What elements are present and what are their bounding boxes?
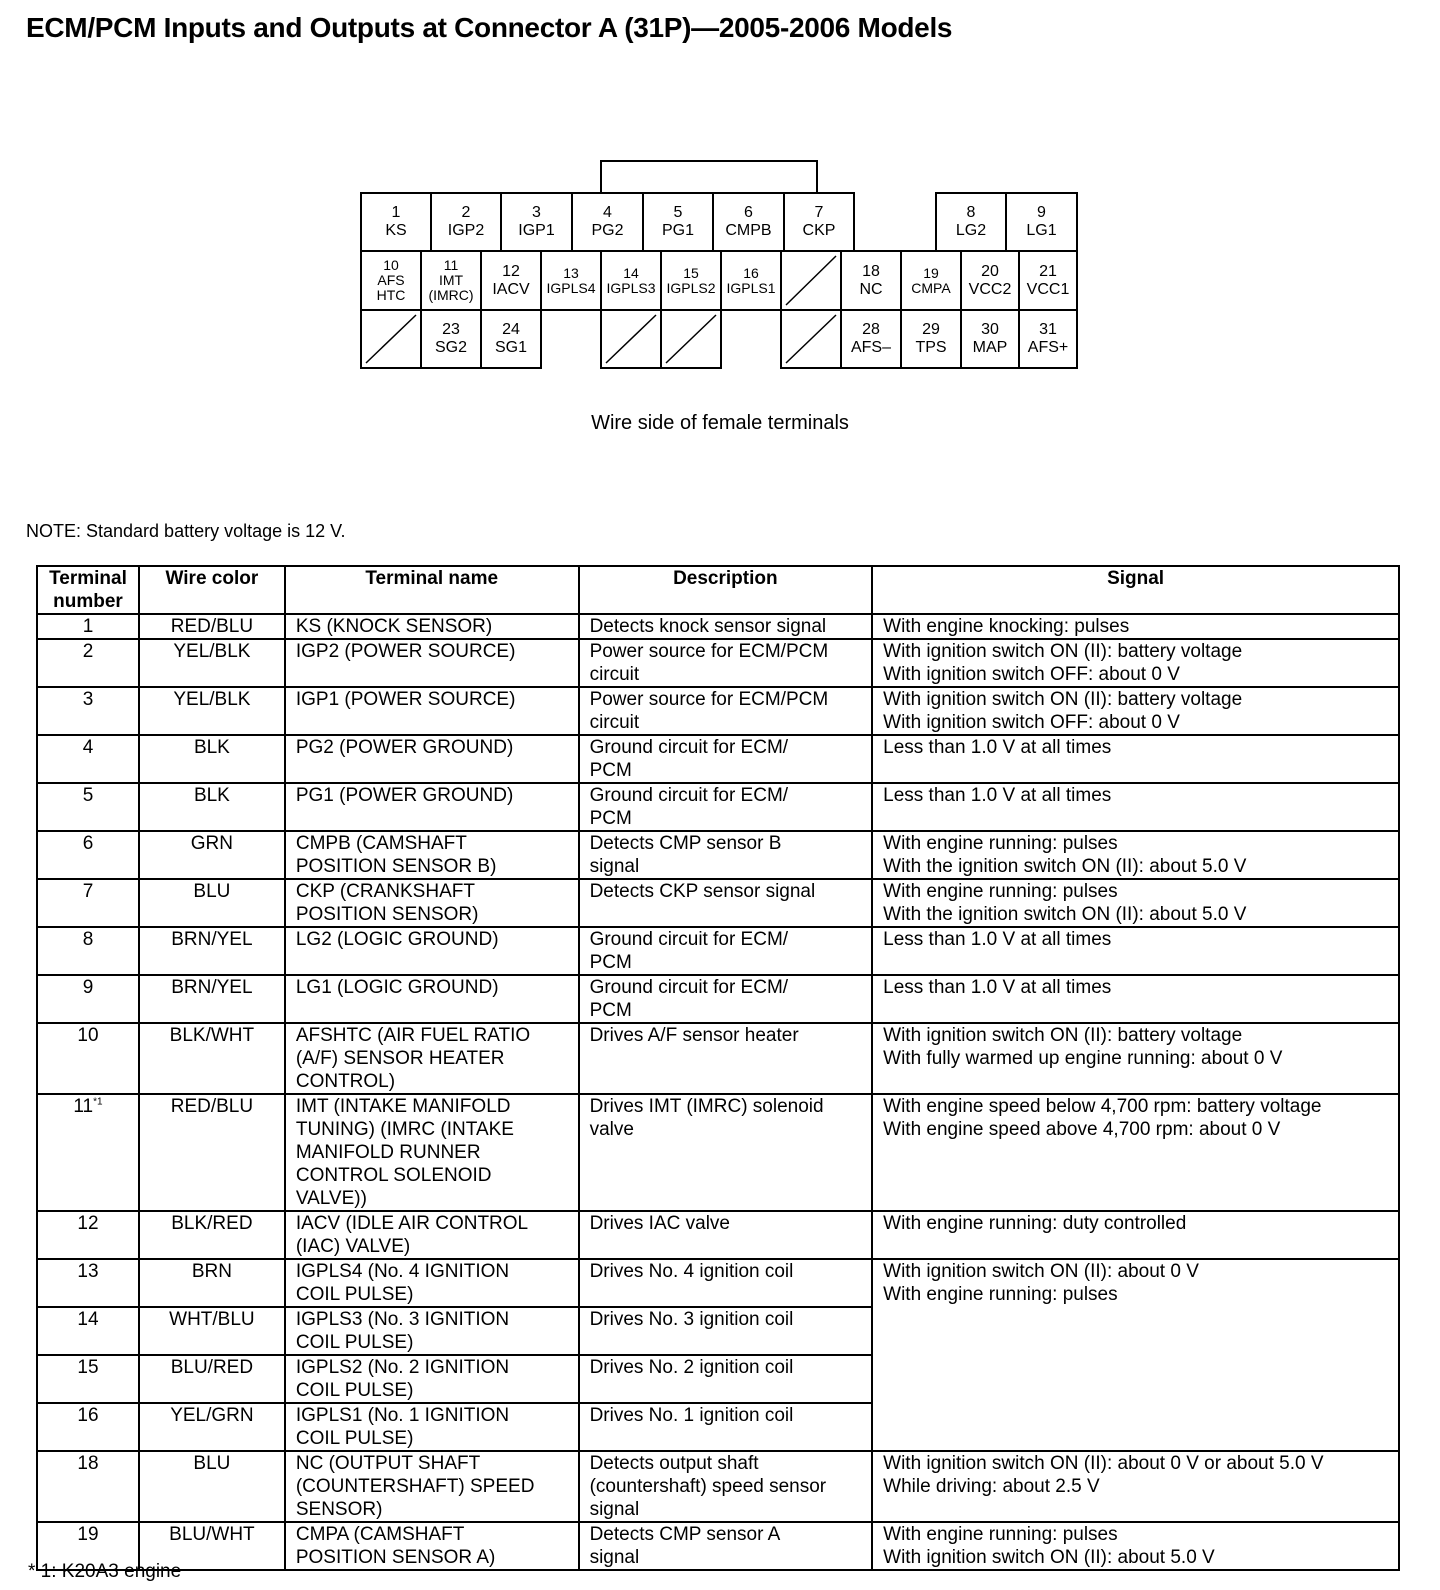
- table-row: 13 BRN IGPLS4 (No. 4 IGNITION COIL PULSE) Drives No. 4 ignition coil With ignition switch ON (II): about 0 V With engine running: pulses: [37, 1259, 1399, 1307]
- footnote: * 1: K20A3 engine: [28, 1561, 182, 1582]
- terminal-29: 29 TPS: [900, 309, 962, 369]
- terminal-13: 13 IGPLS4: [540, 250, 602, 311]
- terminal-15: 15 IGPLS2: [660, 250, 722, 311]
- table-row: 2 YEL/BLK IGP2 (POWER SOURCE) Power source for ECM/PCM circuit With ignition switch ON (II): battery voltage With ignition switch OFF: about 0 V: [37, 639, 1399, 687]
- header-signal: Signal: [872, 566, 1399, 614]
- table-row: 14 WHT/BLU IGPLS3 (No. 3 IGNITION COIL PULSE) Drives No. 3 ignition coil: [37, 1307, 1399, 1355]
- terminal-11: 11 IMT (IMRC): [420, 250, 482, 311]
- terminal-3: 3 IGP1: [500, 192, 573, 252]
- terminal-19: 19 CMPA: [900, 250, 962, 311]
- terminal-21: 21 VCC1: [1018, 250, 1078, 311]
- terminal-6: 6 CMPB: [712, 192, 785, 252]
- connector-lock-tab: [600, 160, 818, 193]
- battery-note: NOTE: Standard battery voltage is 12 V.: [26, 521, 346, 541]
- footnote-marker: *1: [93, 1096, 103, 1108]
- table-row: 18 BLU NC (OUTPUT SHAFT (COUNTERSHAFT) SPEED SENSOR) Detects output shaft (countershaft) speed sensor signal With ignition switch ON (II): about 0 V or about 5.0 V While driving: about 2.5 V: [37, 1451, 1399, 1522]
- terminal-23: 23 SG2: [420, 309, 482, 369]
- header-terminal-name: Terminal name: [285, 566, 579, 614]
- table-header-row: [37, 566, 1399, 614]
- table-row: 19 BLU/WHT CMPA (CAMSHAFT POSITION SENSOR A) Detects CMP sensor A signal With engine running: pulses With ignition switch ON (II): about 5.0 V: [37, 1522, 1399, 1570]
- table-row: 12 BLK/RED IACV (IDLE AIR CONTROL (IAC) VALVE) Drives IAC valve With engine running: duty controlled: [37, 1211, 1399, 1259]
- terminal-10: 10 AFS HTC: [360, 250, 422, 311]
- connector-diagram: [360, 160, 1080, 375]
- terminal-26-empty: [660, 309, 722, 369]
- page-title: ECM/PCM Inputs and Outputs at Connector A (31P)—2005-2006 Models: [26, 12, 953, 43]
- terminal-1: 1 KS: [360, 192, 432, 252]
- table-row: 6 GRN CMPB (CAMSHAFT POSITION SENSOR B) Detects CMP sensor B signal With engine running: pulses With the ignition switch ON (II): about 5.0 V: [37, 831, 1399, 879]
- terminal-7: 7 CKP: [783, 192, 855, 252]
- header-terminal-number: Terminal number: [37, 566, 139, 614]
- terminal-9: 9 LG1: [1005, 192, 1078, 252]
- table-row: 3 YEL/BLK IGP1 (POWER SOURCE) Power source for ECM/PCM circuit With ignition switch ON (II): battery voltage With ignition switch OFF: about 0 V: [37, 687, 1399, 735]
- terminal-16: 16 IGPLS1: [720, 250, 782, 311]
- header-wire-color: Wire color: [139, 566, 285, 614]
- terminal-5: 5 PG1: [642, 192, 714, 252]
- terminal-12: 12 IACV: [480, 250, 542, 311]
- terminal-2: 2 IGP2: [430, 192, 502, 252]
- terminal-25-empty: [600, 309, 662, 369]
- terminal-18: 18 NC: [840, 250, 902, 311]
- table-row: 8 BRN/YEL LG2 (LOGIC GROUND) Ground circuit for ECM/ PCM Less than 1.0 V at all times: [37, 927, 1399, 975]
- terminal-24: 24 SG1: [480, 309, 542, 369]
- terminal-4: 4 PG2: [571, 192, 644, 252]
- terminal-31: 31 AFS+: [1018, 309, 1078, 369]
- io-table: [36, 565, 1400, 1571]
- header-description: Description: [579, 566, 873, 614]
- terminal-14: 14 IGPLS3: [600, 250, 662, 311]
- terminal-28: 28 AFS–: [840, 309, 902, 369]
- terminal-22-empty: [360, 309, 422, 369]
- table-row: 1 RED/BLU KS (KNOCK SENSOR) Detects knock sensor signal With engine knocking: pulses: [37, 614, 1399, 639]
- table-row: 4 BLK PG2 (POWER GROUND) Ground circuit for ECM/ PCM Less than 1.0 V at all times: [37, 735, 1399, 783]
- terminal-27-empty: [780, 309, 842, 369]
- table-row: 10 BLK/WHT AFSHTC (AIR FUEL RATIO (A/F) SENSOR HEATER CONTROL) Drives A/F sensor heater With ignition switch ON (II): battery voltage With fully warmed up engine running: about 0 V: [37, 1023, 1399, 1094]
- terminal-30: 30 MAP: [960, 309, 1020, 369]
- table-row: 15 BLU/RED IGPLS2 (No. 2 IGNITION COIL PULSE) Drives No. 2 ignition coil: [37, 1355, 1399, 1403]
- table-row: 16 YEL/GRN IGPLS1 (No. 1 IGNITION COIL PULSE) Drives No. 1 ignition coil: [37, 1403, 1399, 1451]
- table-row: 9 BRN/YEL LG1 (LOGIC GROUND) Ground circuit for ECM/ PCM Less than 1.0 V at all times: [37, 975, 1399, 1023]
- table-row: 5 BLK PG1 (POWER GROUND) Ground circuit for ECM/ PCM Less than 1.0 V at all times: [37, 783, 1399, 831]
- table-row: 11$^{*1}$ RED/BLU IMT (INTAKE MANIFOLD TUNING) (IMRC (INTAKE MANIFOLD RUNNER CONTROL SOLENOID VALVE)) Drives IMT (IMRC) solenoid valve With engine speed below 4,700 rpm: battery voltage With engine speed above 4,700 rpm: about 0 V: [37, 1094, 1399, 1211]
- terminal-8: 8 LG2: [935, 192, 1007, 252]
- connector-caption: Wire side of female terminals: [591, 412, 849, 434]
- terminal-17-empty: [780, 250, 842, 311]
- terminal-20: 20 VCC2: [960, 250, 1020, 311]
- table-row: 7 BLU CKP (CRANKSHAFT POSITION SENSOR) Detects CKP sensor signal With engine running: pulses With the ignition switch ON (II): about 5.0 V: [37, 879, 1399, 927]
